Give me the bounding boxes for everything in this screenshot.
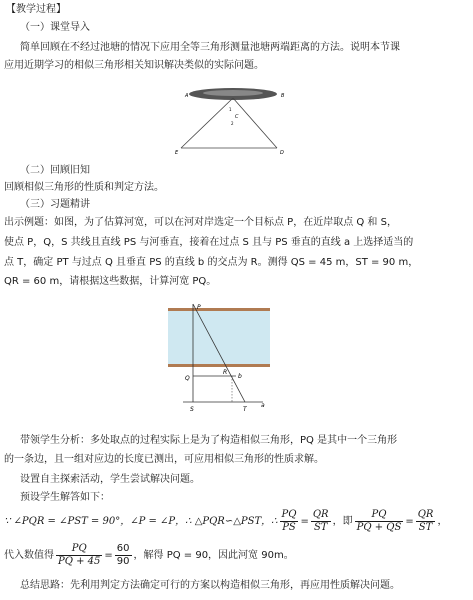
example-line: 出示例题：如图，为了估算河宽，可以在河对岸选定一个目标点 P，在近岸取点 Q 和 S，	[4, 217, 397, 228]
section-title-intro: （一）课堂导入	[20, 22, 90, 33]
analysis-line: 的一条边，且一组对应边的长度已测出，可应用相似三角形的性质求解。	[4, 454, 324, 465]
label-e: E	[175, 150, 179, 156]
section-title-review: （二）回顾旧知	[20, 165, 90, 176]
summary-line: 总结思路：先利用判定方法确定可行的方案以构造相似三角形，再应用性质解决问题。	[20, 580, 400, 591]
solution-line-1: ∵ ∠PQR = ∠PST = 90°，∠P = ∠P，∴ △PQR∽△PST，∴ $\frac{PQ}{PS}$ = $\frac{QR}{ST}$ ，即 $\frac{PQ}{PQ + QS}$ = $\frac{QR}{ST}$ ，	[4, 509, 448, 533]
paragraph-line: 应用近期学习的相似三角形相关知识解决类似的实际问题。	[4, 60, 264, 71]
fraction: $\frac{QR}{ST}$	[312, 509, 329, 533]
solution-line-2: 代入数值得 $\frac{PQ}{PQ + 45}$ = $\frac{60}{90}$ ，解得 PQ = 90，因此河宽 90m。	[4, 543, 294, 567]
solution-text: ∵ ∠PQR = ∠PST = 90°，∠P = ∠P，∴ △PQR∽△PST，∴	[4, 515, 278, 527]
fraction: $\frac{PQ}{PQ + QS}$	[356, 509, 402, 533]
fraction: $\frac{60}{90}$	[116, 543, 130, 567]
fraction: $\frac{PQ}{PS}$	[281, 509, 297, 533]
label-t: T	[243, 406, 247, 413]
label-b-line: b	[238, 373, 242, 380]
paragraph-line: 简单回顾在不经过池塘的情况下应用全等三角形测量池塘两端距离的方法。说明本节课	[20, 42, 400, 53]
example-line: QR = 60 m，请根据这些数据，计算河宽 PQ。	[4, 276, 217, 287]
paragraph-line: 预设学生解答如下：	[20, 492, 110, 503]
section-title-exercise: （三）习题精讲	[20, 199, 90, 210]
pond-figure	[175, 80, 295, 160]
paragraph-line: 回顾相似三角形的性质和判定方法。	[4, 182, 164, 193]
label-r: R	[223, 369, 228, 376]
section-header: 【教学过程】	[6, 4, 66, 15]
label-d: D	[280, 150, 284, 156]
example-line: 点 T，确定 PT 与过点 Q 且垂直 PS 的直线 b 的交点为 R。测得 QS = 45 m，ST = 90 m，	[4, 257, 419, 268]
river-band	[168, 310, 270, 366]
river-figure	[168, 298, 278, 418]
label-p: P	[197, 304, 201, 311]
label-angle-1: 1	[229, 107, 232, 112]
label-a: A	[185, 93, 189, 99]
paragraph-line: 设置自主探索活动，学生尝试解决问题。	[20, 474, 200, 485]
river-bank-far	[168, 308, 270, 311]
label-q: Q	[185, 375, 190, 382]
fraction: $\frac{PQ}{PQ + 45}$	[58, 543, 101, 567]
label-c: C	[235, 114, 239, 120]
analysis-line: 带领学生分析：多处取点的过程实际上是为了构造相似三角形，PQ 是其中一个三角形	[20, 435, 398, 446]
fraction: $\frac{QR}{ST}$	[417, 509, 434, 533]
label-a-line: a	[261, 402, 265, 409]
label-angle-2: 2	[231, 121, 234, 126]
example-line: 使点 P，Q，S 共线且直线 PS 与河垂直，接着在过点 S 且与 PS 垂直的直线 a 上选择适当的	[4, 237, 414, 248]
label-b: B	[281, 93, 285, 99]
label-s: S	[190, 406, 194, 413]
river-bank-near	[168, 364, 270, 367]
